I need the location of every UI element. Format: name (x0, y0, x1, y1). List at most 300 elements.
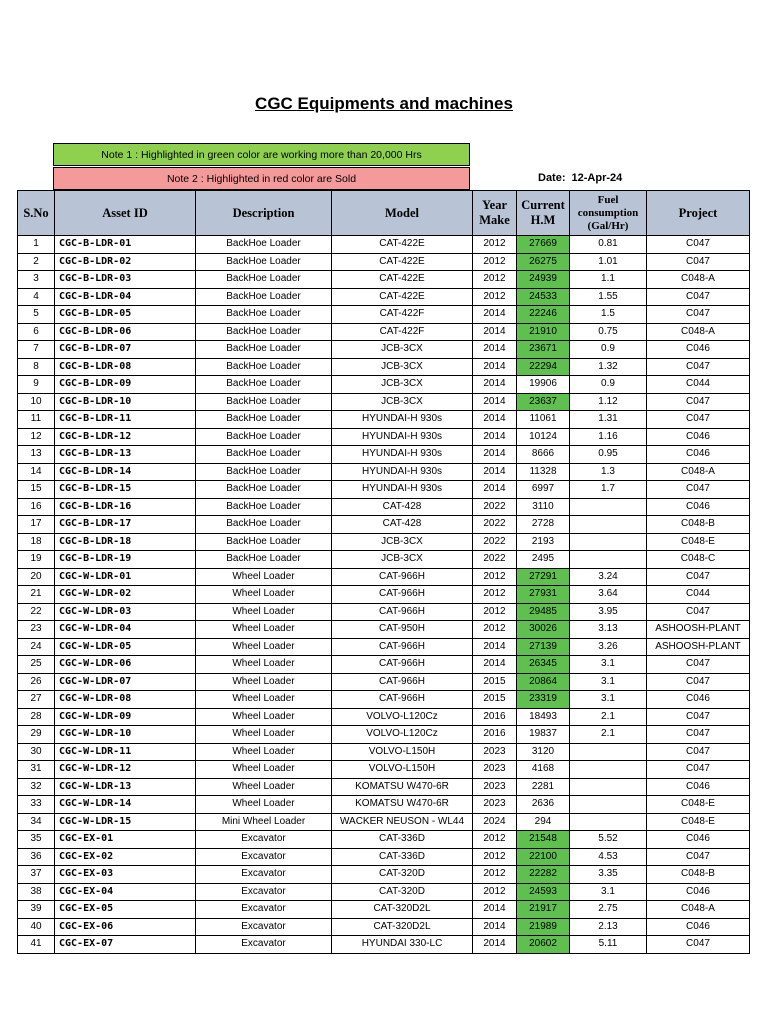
cell-asset-id: CGC-EX-03 (55, 866, 196, 884)
cell-current-hm: 21548 (517, 831, 570, 849)
cell-project: C047 (647, 743, 750, 761)
cell-model: CAT-428 (332, 516, 473, 534)
cell-asset-id: CGC-W-LDR-13 (55, 778, 196, 796)
table-header-row (18, 191, 750, 236)
date-label (538, 172, 622, 184)
cell-asset-id: CGC-B-LDR-16 (55, 498, 196, 516)
cell-year: 2022 (473, 533, 517, 551)
cell-sno: 32 (18, 778, 55, 796)
cell-asset-id: CGC-EX-02 (55, 848, 196, 866)
cell-description: Wheel Loader (196, 656, 332, 674)
cell-year: 2014 (473, 428, 517, 446)
cell-asset-id: CGC-EX-04 (55, 883, 196, 901)
cell-description: Excavator (196, 883, 332, 901)
cell-asset-id: CGC-B-LDR-04 (55, 288, 196, 306)
cell-project: C048-A (647, 901, 750, 919)
cell-model: KOMATSU W470-6R (332, 796, 473, 814)
cell-sno: 20 (18, 568, 55, 586)
cell-project: C047 (647, 761, 750, 779)
table-row (18, 603, 750, 621)
cell-asset-id: CGC-W-LDR-08 (55, 691, 196, 709)
cell-description: BackHoe Loader (196, 306, 332, 324)
header-sno: S.No (18, 191, 55, 236)
table-row (18, 638, 750, 656)
cell-description: Wheel Loader (196, 638, 332, 656)
cell-current-hm: 4168 (517, 761, 570, 779)
cell-current-hm: 23319 (517, 691, 570, 709)
table-row (18, 621, 750, 639)
cell-model: CAT-950H (332, 621, 473, 639)
cell-fuel (570, 533, 647, 551)
cell-current-hm: 22294 (517, 358, 570, 376)
table-row (18, 726, 750, 744)
cell-sno: 35 (18, 831, 55, 849)
cell-project: C046 (647, 341, 750, 359)
cell-asset-id: CGC-B-LDR-14 (55, 463, 196, 481)
table-row (18, 288, 750, 306)
cell-description: BackHoe Loader (196, 551, 332, 569)
cell-sno: 41 (18, 936, 55, 954)
table-row (18, 481, 750, 499)
cell-current-hm: 2193 (517, 533, 570, 551)
table-row (18, 463, 750, 481)
header-fuel-consumption: Fuel consumption (Gal/Hr) (570, 191, 647, 236)
cell-sno: 14 (18, 463, 55, 481)
cell-project: C048-B (647, 866, 750, 884)
cell-sno: 18 (18, 533, 55, 551)
cell-project: C048-E (647, 796, 750, 814)
cell-project: C046 (647, 918, 750, 936)
cell-current-hm: 2728 (517, 516, 570, 534)
cell-model: HYUNDAI-H 930s (332, 428, 473, 446)
cell-sno: 27 (18, 691, 55, 709)
cell-project: C047 (647, 236, 750, 254)
cell-year: 2016 (473, 726, 517, 744)
cell-fuel: 1.5 (570, 306, 647, 324)
cell-fuel: 1.3 (570, 463, 647, 481)
cell-sno: 33 (18, 796, 55, 814)
cell-current-hm: 18493 (517, 708, 570, 726)
cell-year: 2012 (473, 288, 517, 306)
cell-project: C046 (647, 883, 750, 901)
cell-fuel: 1.01 (570, 253, 647, 271)
table-row (18, 883, 750, 901)
cell-year: 2014 (473, 341, 517, 359)
cell-current-hm: 21917 (517, 901, 570, 919)
cell-fuel: 1.55 (570, 288, 647, 306)
cell-description: Wheel Loader (196, 743, 332, 761)
cell-description: BackHoe Loader (196, 323, 332, 341)
cell-project: C048-C (647, 551, 750, 569)
cell-year: 2012 (473, 568, 517, 586)
cell-fuel: 3.64 (570, 586, 647, 604)
table-row (18, 708, 750, 726)
cell-year: 2012 (473, 236, 517, 254)
cell-model: VOLVO-L150H (332, 761, 473, 779)
cell-current-hm: 23637 (517, 393, 570, 411)
cell-sno: 23 (18, 621, 55, 639)
table-row (18, 848, 750, 866)
cell-year: 2023 (473, 778, 517, 796)
cell-current-hm: 22282 (517, 866, 570, 884)
table-row (18, 796, 750, 814)
cell-project: C044 (647, 376, 750, 394)
cell-description: BackHoe Loader (196, 446, 332, 464)
cell-model: CAT-428 (332, 498, 473, 516)
cell-model: JCB-3CX (332, 341, 473, 359)
cell-description: BackHoe Loader (196, 393, 332, 411)
cell-asset-id: CGC-EX-01 (55, 831, 196, 849)
cell-project: C047 (647, 411, 750, 429)
cell-current-hm: 24593 (517, 883, 570, 901)
cell-model: HYUNDAI-H 930s (332, 481, 473, 499)
cell-current-hm: 6997 (517, 481, 570, 499)
cell-current-hm: 11061 (517, 411, 570, 429)
header-model: Model (332, 191, 473, 236)
cell-asset-id: CGC-W-LDR-03 (55, 603, 196, 621)
cell-sno: 29 (18, 726, 55, 744)
cell-asset-id: CGC-W-LDR-10 (55, 726, 196, 744)
cell-project: C047 (647, 306, 750, 324)
cell-year: 2014 (473, 411, 517, 429)
cell-project: C047 (647, 936, 750, 954)
table-row (18, 358, 750, 376)
cell-year: 2012 (473, 883, 517, 901)
cell-year: 2014 (473, 901, 517, 919)
cell-year: 2022 (473, 516, 517, 534)
cell-fuel (570, 761, 647, 779)
cell-project: C048-A (647, 463, 750, 481)
cell-description: Excavator (196, 831, 332, 849)
cell-current-hm: 2636 (517, 796, 570, 814)
cell-asset-id: CGC-B-LDR-02 (55, 253, 196, 271)
cell-project: C046 (647, 446, 750, 464)
cell-model: CAT-422E (332, 288, 473, 306)
cell-project: C048-E (647, 533, 750, 551)
cell-project: C047 (647, 358, 750, 376)
cell-sno: 11 (18, 411, 55, 429)
cell-sno: 12 (18, 428, 55, 446)
cell-model: KOMATSU W470-6R (332, 778, 473, 796)
table-row (18, 306, 750, 324)
table-row (18, 831, 750, 849)
cell-year: 2014 (473, 936, 517, 954)
cell-project: C048-E (647, 813, 750, 831)
note-green-highlight: Note 1 : Highlighted in green color are working more than 20,000 Hrs (53, 143, 470, 166)
cell-current-hm: 2281 (517, 778, 570, 796)
cell-sno: 36 (18, 848, 55, 866)
cell-asset-id: CGC-B-LDR-06 (55, 323, 196, 341)
cell-asset-id: CGC-B-LDR-12 (55, 428, 196, 446)
cell-fuel (570, 516, 647, 534)
cell-project: C046 (647, 428, 750, 446)
cell-description: BackHoe Loader (196, 236, 332, 254)
cell-asset-id: CGC-EX-06 (55, 918, 196, 936)
cell-year: 2014 (473, 376, 517, 394)
cell-model: CAT-320D (332, 883, 473, 901)
cell-project: C046 (647, 778, 750, 796)
header-year-make: Year Make (473, 191, 517, 236)
cell-model: CAT-966H (332, 568, 473, 586)
cell-fuel: 0.95 (570, 446, 647, 464)
cell-description: Wheel Loader (196, 621, 332, 639)
cell-description: Wheel Loader (196, 691, 332, 709)
cell-fuel: 1.12 (570, 393, 647, 411)
cell-project: C047 (647, 726, 750, 744)
cell-asset-id: CGC-B-LDR-07 (55, 341, 196, 359)
cell-sno: 3 (18, 271, 55, 289)
cell-year: 2012 (473, 621, 517, 639)
cell-model: CAT-320D2L (332, 918, 473, 936)
cell-sno: 28 (18, 708, 55, 726)
cell-asset-id: CGC-B-LDR-18 (55, 533, 196, 551)
table-row (18, 271, 750, 289)
header-description: Description (196, 191, 332, 236)
cell-asset-id: CGC-W-LDR-02 (55, 586, 196, 604)
cell-project: C047 (647, 673, 750, 691)
cell-project: ASHOOSH-PLANT (647, 621, 750, 639)
cell-fuel: 3.35 (570, 866, 647, 884)
cell-project: C048-B (647, 516, 750, 534)
cell-sno: 39 (18, 901, 55, 919)
table-row (18, 568, 750, 586)
cell-current-hm: 11328 (517, 463, 570, 481)
cell-description: BackHoe Loader (196, 516, 332, 534)
cell-model: WACKER NEUSON - WL44 (332, 813, 473, 831)
table-row (18, 516, 750, 534)
cell-description: Wheel Loader (196, 778, 332, 796)
table-row (18, 376, 750, 394)
cell-model: CAT-422F (332, 323, 473, 341)
table-row (18, 533, 750, 551)
cell-description: Wheel Loader (196, 726, 332, 744)
cell-current-hm: 10124 (517, 428, 570, 446)
cell-year: 2014 (473, 918, 517, 936)
cell-sno: 37 (18, 866, 55, 884)
table-row (18, 918, 750, 936)
cell-model: CAT-320D2L (332, 901, 473, 919)
cell-year: 2012 (473, 866, 517, 884)
cell-description: BackHoe Loader (196, 533, 332, 551)
cell-current-hm: 20864 (517, 673, 570, 691)
cell-model: CAT-422E (332, 253, 473, 271)
cell-fuel (570, 796, 647, 814)
cell-year: 2012 (473, 271, 517, 289)
cell-model: JCB-3CX (332, 393, 473, 411)
cell-description: Excavator (196, 866, 332, 884)
cell-current-hm: 2495 (517, 551, 570, 569)
cell-sno: 17 (18, 516, 55, 534)
cell-sno: 30 (18, 743, 55, 761)
table-row (18, 446, 750, 464)
cell-description: BackHoe Loader (196, 411, 332, 429)
equipment-table (17, 190, 750, 954)
cell-year: 2023 (473, 796, 517, 814)
cell-current-hm: 19906 (517, 376, 570, 394)
cell-asset-id: CGC-W-LDR-15 (55, 813, 196, 831)
date-caption: Date: (538, 172, 566, 184)
cell-fuel: 5.52 (570, 831, 647, 849)
cell-model: HYUNDAI-H 930s (332, 446, 473, 464)
cell-year: 2012 (473, 848, 517, 866)
cell-sno: 13 (18, 446, 55, 464)
cell-description: BackHoe Loader (196, 463, 332, 481)
cell-sno: 4 (18, 288, 55, 306)
cell-current-hm: 26275 (517, 253, 570, 271)
page-title: CGC Equipments and machines (255, 94, 513, 113)
cell-fuel: 1.7 (570, 481, 647, 499)
cell-project: C047 (647, 288, 750, 306)
table-row (18, 691, 750, 709)
cell-description: Wheel Loader (196, 796, 332, 814)
cell-description: Wheel Loader (196, 761, 332, 779)
cell-asset-id: CGC-W-LDR-01 (55, 568, 196, 586)
cell-year: 2014 (473, 393, 517, 411)
cell-year: 2015 (473, 673, 517, 691)
cell-year: 2012 (473, 586, 517, 604)
cell-sno: 1 (18, 236, 55, 254)
cell-current-hm: 26345 (517, 656, 570, 674)
cell-fuel: 3.13 (570, 621, 647, 639)
cell-description: BackHoe Loader (196, 428, 332, 446)
cell-current-hm: 21910 (517, 323, 570, 341)
cell-fuel (570, 743, 647, 761)
cell-model: VOLVO-L120Cz (332, 726, 473, 744)
cell-project: C046 (647, 691, 750, 709)
cell-sno: 19 (18, 551, 55, 569)
cell-description: Wheel Loader (196, 708, 332, 726)
cell-asset-id: CGC-B-LDR-01 (55, 236, 196, 254)
cell-project: C047 (647, 603, 750, 621)
cell-fuel: 0.9 (570, 341, 647, 359)
cell-description: BackHoe Loader (196, 288, 332, 306)
cell-model: VOLVO-L120Cz (332, 708, 473, 726)
date-value: 12-Apr-24 (571, 172, 623, 184)
cell-current-hm: 294 (517, 813, 570, 831)
cell-project: C047 (647, 253, 750, 271)
cell-model: CAT-966H (332, 603, 473, 621)
cell-fuel: 2.13 (570, 918, 647, 936)
cell-sno: 26 (18, 673, 55, 691)
table-row (18, 813, 750, 831)
cell-model: CAT-966H (332, 656, 473, 674)
cell-model: CAT-320D (332, 866, 473, 884)
cell-year: 2014 (473, 481, 517, 499)
cell-asset-id: CGC-W-LDR-11 (55, 743, 196, 761)
cell-asset-id: CGC-W-LDR-07 (55, 673, 196, 691)
cell-current-hm: 24533 (517, 288, 570, 306)
cell-model: CAT-966H (332, 673, 473, 691)
cell-description: Wheel Loader (196, 586, 332, 604)
cell-asset-id: CGC-B-LDR-05 (55, 306, 196, 324)
cell-sno: 9 (18, 376, 55, 394)
table-row (18, 411, 750, 429)
cell-project: C047 (647, 848, 750, 866)
cell-project: C047 (647, 393, 750, 411)
cell-project: C046 (647, 498, 750, 516)
table-row (18, 936, 750, 954)
cell-asset-id: CGC-B-LDR-09 (55, 376, 196, 394)
cell-year: 2012 (473, 603, 517, 621)
cell-current-hm: 24939 (517, 271, 570, 289)
table-row (18, 743, 750, 761)
cell-fuel: 3.1 (570, 673, 647, 691)
cell-model: CAT-422F (332, 306, 473, 324)
cell-sno: 2 (18, 253, 55, 271)
cell-asset-id: CGC-W-LDR-14 (55, 796, 196, 814)
cell-model: VOLVO-L150H (332, 743, 473, 761)
cell-model: JCB-3CX (332, 376, 473, 394)
cell-asset-id: CGC-EX-07 (55, 936, 196, 954)
cell-fuel: 3.1 (570, 691, 647, 709)
cell-current-hm: 19837 (517, 726, 570, 744)
cell-year: 2014 (473, 463, 517, 481)
cell-asset-id: CGC-B-LDR-17 (55, 516, 196, 534)
cell-description: Wheel Loader (196, 673, 332, 691)
table-row (18, 341, 750, 359)
cell-fuel: 1.16 (570, 428, 647, 446)
table-row (18, 656, 750, 674)
cell-model: CAT-336D (332, 848, 473, 866)
cell-sno: 40 (18, 918, 55, 936)
cell-fuel: 1.31 (570, 411, 647, 429)
table-row (18, 673, 750, 691)
cell-project: C047 (647, 481, 750, 499)
cell-asset-id: CGC-B-LDR-03 (55, 271, 196, 289)
table-row (18, 778, 750, 796)
cell-sno: 7 (18, 341, 55, 359)
cell-fuel: 5.11 (570, 936, 647, 954)
cell-fuel: 2.75 (570, 901, 647, 919)
cell-year: 2014 (473, 358, 517, 376)
cell-model: JCB-3CX (332, 533, 473, 551)
cell-model: HYUNDAI 330-LC (332, 936, 473, 954)
cell-fuel: 1.32 (570, 358, 647, 376)
cell-fuel: 2.1 (570, 708, 647, 726)
cell-description: BackHoe Loader (196, 498, 332, 516)
cell-year: 2024 (473, 813, 517, 831)
cell-current-hm: 27931 (517, 586, 570, 604)
cell-fuel: 3.24 (570, 568, 647, 586)
cell-sno: 10 (18, 393, 55, 411)
cell-current-hm: 22246 (517, 306, 570, 324)
table-row (18, 761, 750, 779)
cell-model: CAT-966H (332, 638, 473, 656)
cell-year: 2014 (473, 656, 517, 674)
cell-asset-id: CGC-W-LDR-09 (55, 708, 196, 726)
cell-current-hm: 20602 (517, 936, 570, 954)
cell-project: C044 (647, 586, 750, 604)
cell-fuel: 3.1 (570, 656, 647, 674)
cell-current-hm: 30026 (517, 621, 570, 639)
table-row (18, 253, 750, 271)
cell-current-hm: 3120 (517, 743, 570, 761)
table-row (18, 498, 750, 516)
cell-asset-id: CGC-B-LDR-15 (55, 481, 196, 499)
cell-current-hm: 29485 (517, 603, 570, 621)
cell-description: BackHoe Loader (196, 253, 332, 271)
cell-current-hm: 21989 (517, 918, 570, 936)
header-current-hm: Current H.M (517, 191, 570, 236)
cell-year: 2022 (473, 498, 517, 516)
cell-sno: 15 (18, 481, 55, 499)
cell-fuel (570, 778, 647, 796)
cell-project: C046 (647, 831, 750, 849)
cell-year: 2023 (473, 743, 517, 761)
cell-fuel: 0.9 (570, 376, 647, 394)
cell-description: BackHoe Loader (196, 341, 332, 359)
cell-year: 2014 (473, 306, 517, 324)
